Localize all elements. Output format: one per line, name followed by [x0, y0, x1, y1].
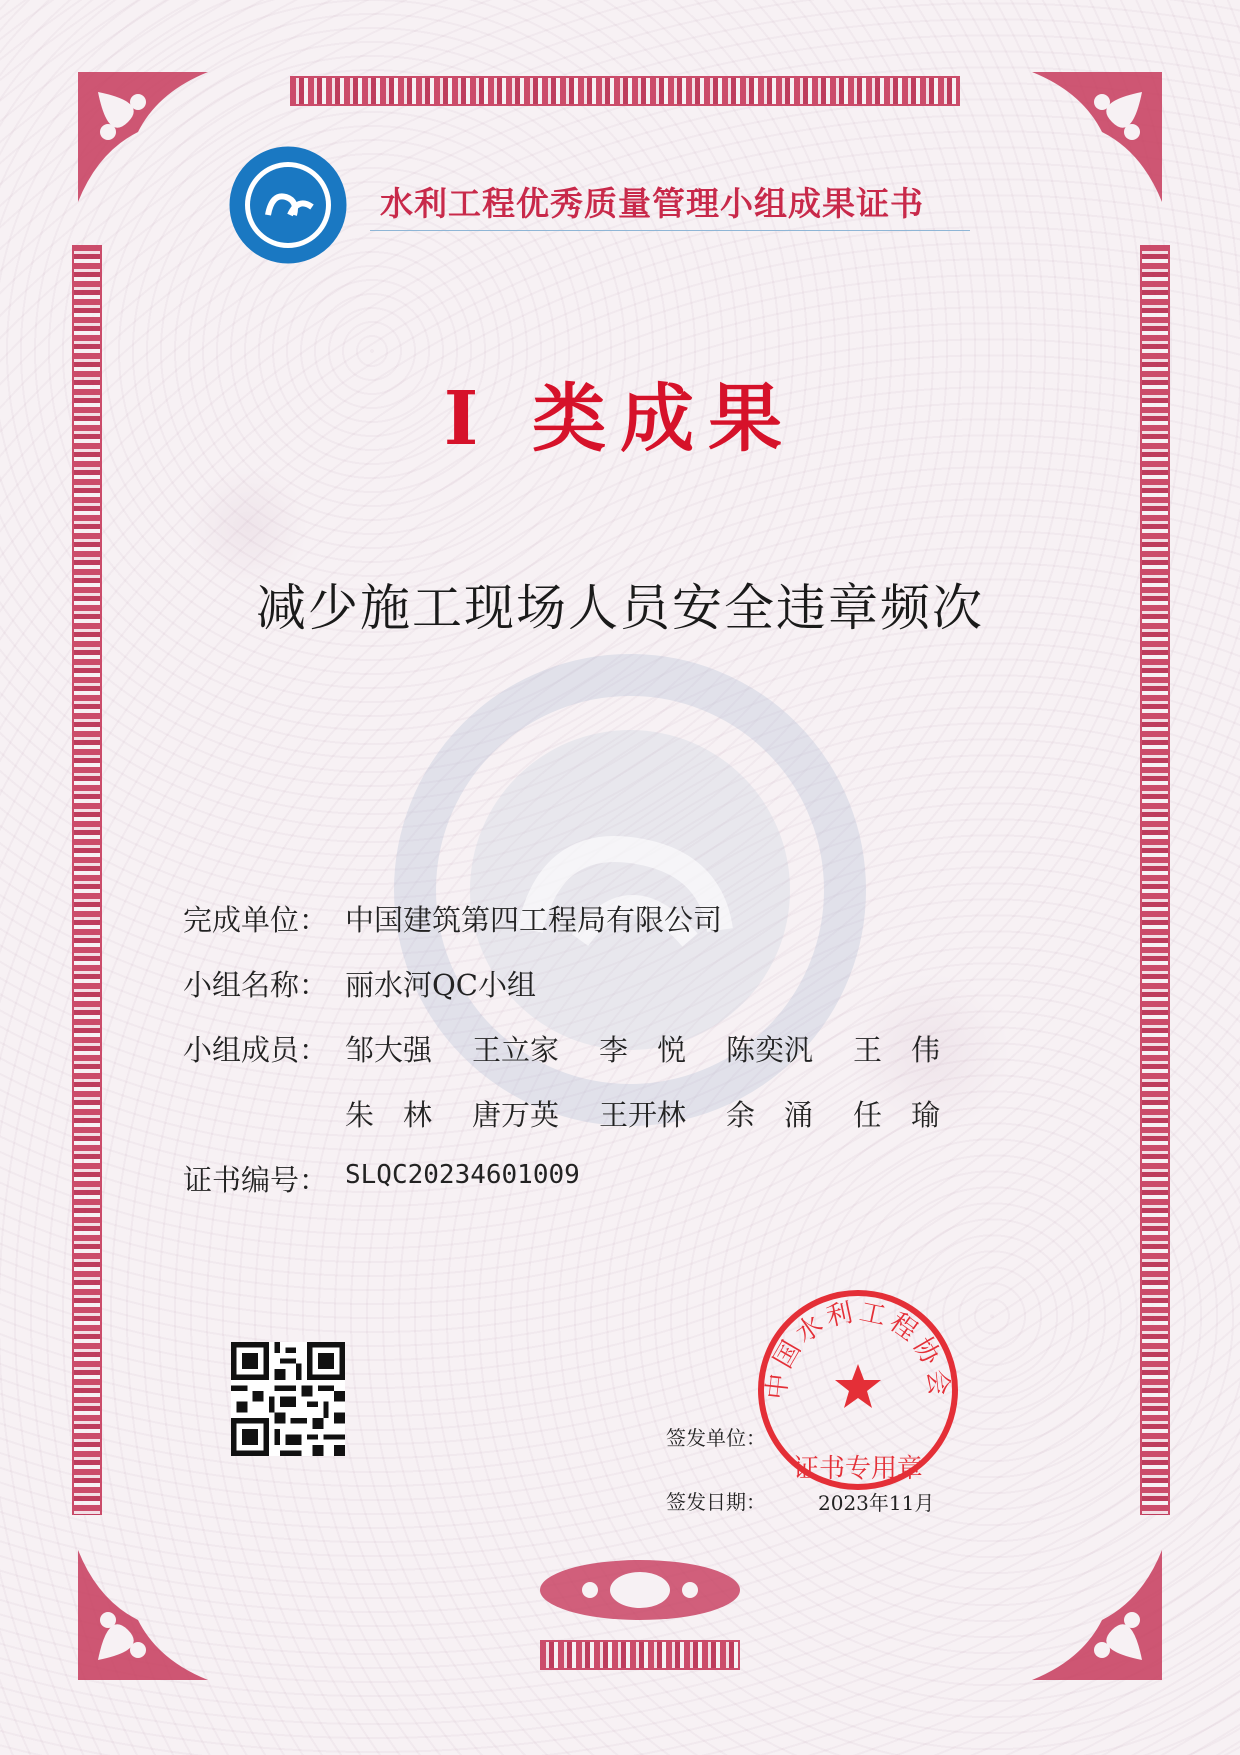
- bottom-decorative-border: [540, 1640, 740, 1670]
- member-name: 王开林: [599, 1098, 687, 1132]
- group-name-label: 小组名称：: [183, 968, 329, 1002]
- corner-ornament-top-right-icon: [1022, 62, 1172, 212]
- seal-bottom-text: 证书专用章: [793, 1454, 924, 1484]
- corner-ornament-bottom-right-icon: [1022, 1540, 1172, 1690]
- completion-unit-label: 完成单位：: [183, 903, 329, 937]
- member-name: 王 伟: [853, 1033, 941, 1067]
- issue-date-value: 2023年11月: [818, 1491, 935, 1515]
- association-logo-icon: [228, 145, 348, 265]
- member-name: 王立家: [472, 1033, 560, 1067]
- member-name: 邹大强: [345, 1033, 433, 1067]
- corner-ornament-top-left-icon: [68, 62, 218, 212]
- issuer-label: 签发单位：: [666, 1426, 766, 1450]
- issue-date-label: 签发日期：: [666, 1490, 766, 1514]
- member-name: 唐万英: [472, 1098, 560, 1132]
- group-name-value: 丽水河QC小组: [345, 968, 536, 1002]
- project-title: 减少施工现场人员安全违章频次: [256, 579, 984, 637]
- corner-ornament-bottom-left-icon: [68, 1540, 218, 1690]
- header-divider: [370, 230, 970, 231]
- member-name: 李 悦: [599, 1033, 687, 1067]
- member-name: 陈奕汎: [726, 1033, 814, 1067]
- top-decorative-border: [290, 76, 960, 106]
- award-grade: I 类成果: [443, 376, 797, 462]
- certificate-number-value: SLQC20234601009: [345, 1160, 580, 1190]
- member-name: 余 涌: [726, 1098, 814, 1132]
- qr-code-icon: [231, 1342, 345, 1456]
- seal-ring-label: 中国水利工程协会: [761, 1297, 955, 1402]
- bottom-center-ornament-icon: [530, 1545, 750, 1635]
- certificate-number-label: 证书编号：: [183, 1163, 329, 1197]
- star-icon: [833, 1362, 883, 1412]
- members-label: 小组成员：: [183, 1033, 329, 1067]
- member-name: 任 瑜: [853, 1098, 941, 1132]
- completion-unit-value: 中国建筑第四工程局有限公司: [345, 903, 723, 937]
- certificate-header-title: 水利工程优秀质量管理小组成果证书: [380, 184, 924, 223]
- member-name: 朱 林: [345, 1098, 433, 1132]
